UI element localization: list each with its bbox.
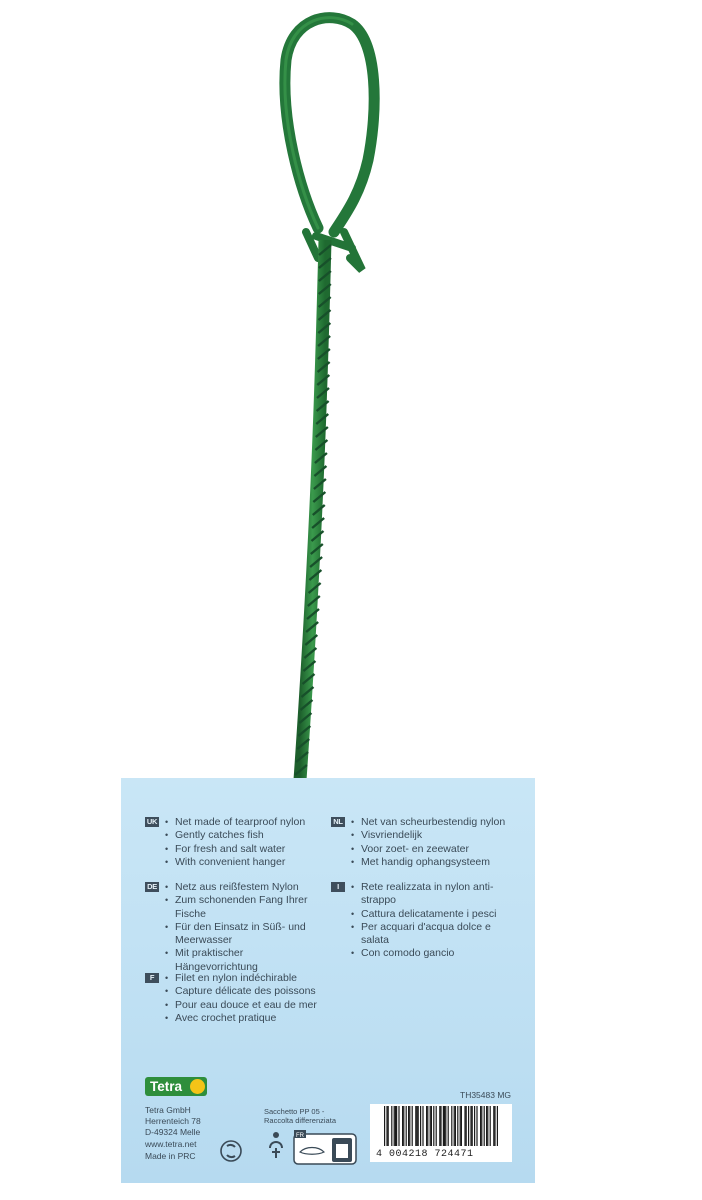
barcode-bar — [402, 1106, 403, 1146]
barcode-bar — [403, 1106, 404, 1146]
barcode-bar — [444, 1106, 445, 1146]
barcode-bar — [420, 1106, 421, 1146]
lang-block-de — [145, 881, 315, 974]
lang-tag-f: F — [145, 973, 159, 983]
logo-text: Tetra — [150, 1079, 183, 1094]
twisted-shaft — [295, 240, 331, 780]
barcode-number: 4 004218 724471 — [376, 1149, 474, 1160]
feature-text: • Net made of tearproof nylon — [165, 816, 325, 829]
fish-icon — [190, 1079, 205, 1094]
product-code: TH35483 MG — [460, 1090, 512, 1100]
barcode-bar — [472, 1106, 473, 1146]
lang-block-f — [145, 972, 330, 1025]
feature-text: • Cattura delicatamente i pesci — [351, 908, 516, 921]
barcode-bar — [454, 1106, 455, 1146]
lang-tag-de: DE — [145, 882, 159, 892]
feature-text: • Mit praktischer Hängevorrichtung — [165, 947, 315, 974]
barcode-bar — [476, 1106, 477, 1146]
barcode-bar — [394, 1106, 395, 1146]
feature-text: • Pour eau douce et eau de mer — [165, 999, 330, 1012]
barcode-bar — [433, 1106, 434, 1146]
barcode-bar — [440, 1106, 441, 1146]
barcode-bar — [466, 1106, 467, 1146]
feature-text: • Rete realizzata in nylon anti-strappo — [351, 881, 516, 908]
barcode-bar — [451, 1106, 452, 1146]
triman-recycling-icon — [266, 1128, 360, 1166]
barcode-bar — [487, 1106, 488, 1146]
company-city: D-49324 Melle — [145, 1127, 201, 1137]
lang-block-nl — [331, 816, 526, 869]
feature-text: • Zum schonenden Fang Ihrer Fische — [165, 894, 315, 921]
feature-text: • Avec crochet pratique — [165, 1012, 330, 1025]
barcode-bar — [460, 1106, 461, 1146]
barcode-bar — [484, 1106, 485, 1146]
barcode-bar — [493, 1106, 494, 1146]
feature-text: • Voor zoet- en zeewater — [351, 843, 526, 856]
recycling-line-1: Sacchetto PP 05 - — [264, 1107, 325, 1116]
website-text: www.tetra.net — [145, 1139, 197, 1149]
barcode-bar — [464, 1106, 465, 1146]
barcode-bar — [408, 1106, 409, 1146]
barcode-bar — [430, 1106, 431, 1146]
feature-text: • Filet en nylon indéchirable — [165, 972, 330, 985]
barcode-bar — [443, 1106, 444, 1146]
barcode-bar — [416, 1106, 417, 1146]
feature-text: • Net van scheurbestendig nylon — [351, 816, 526, 829]
feature-text: • With convenient hanger — [165, 856, 325, 869]
company-name: Tetra GmbH — [145, 1105, 191, 1115]
barcode-bar — [445, 1106, 446, 1146]
feature-text: • Con comodo gancio — [351, 947, 516, 960]
barcode-bar — [412, 1106, 413, 1146]
lang-block-i — [331, 881, 516, 961]
company-street: Herrenteich 78 — [145, 1116, 201, 1126]
barcode-bar — [494, 1106, 495, 1146]
origin-text: Made in PRC — [145, 1151, 196, 1161]
barcode-bar — [427, 1106, 428, 1146]
lang-tag-nl: NL — [331, 817, 345, 827]
feature-text: • Met handig ophangsysteem — [351, 856, 526, 869]
tetra-logo — [145, 1077, 207, 1096]
hanger-clip — [306, 232, 362, 270]
hanging-loop — [285, 18, 374, 232]
lang-block-uk — [145, 816, 325, 869]
barcode-bar — [497, 1106, 498, 1146]
barcode-bar — [436, 1106, 437, 1146]
barcode-bar — [422, 1106, 423, 1146]
feature-text: • Capture délicate des poissons — [165, 985, 330, 998]
barcode-bar — [431, 1106, 432, 1146]
barcode-bar — [439, 1106, 440, 1146]
recycling-line-2: Raccolta differenziata — [264, 1116, 336, 1125]
barcode-bar — [457, 1106, 458, 1146]
barcode-bar — [391, 1106, 392, 1146]
barcode-bar — [418, 1106, 419, 1146]
feature-text: • For fresh and salt water — [165, 843, 325, 856]
barcode-bar — [461, 1106, 462, 1146]
feature-text: • Gently catches fish — [165, 829, 325, 842]
barcode-bar — [468, 1106, 469, 1146]
country-code: FR — [296, 1133, 304, 1139]
barcode-bar — [395, 1106, 396, 1146]
barcode-bar — [470, 1106, 471, 1146]
barcode-bar — [448, 1106, 449, 1146]
company-address — [145, 1105, 201, 1138]
feature-text: • Per acquari d'acqua dolce e salata — [351, 921, 516, 948]
barcode-bar — [480, 1106, 481, 1146]
recycling-text — [264, 1107, 336, 1125]
green-dot-icon — [220, 1140, 242, 1162]
feature-text: • Visvriendelijk — [351, 829, 526, 842]
lang-tag-uk: UK — [146, 817, 158, 826]
barcode-bar — [455, 1106, 456, 1146]
barcode-bar — [398, 1106, 399, 1146]
feature-text: • Netz aus reißfestem Nylon — [165, 881, 315, 894]
feature-text: • Für den Einsatz in Süß- und Meerwasser — [165, 921, 315, 948]
barcode-bars — [370, 1106, 512, 1150]
barcode-bar — [474, 1106, 475, 1146]
barcode-bar — [386, 1106, 387, 1146]
barcode-bar — [486, 1106, 487, 1146]
barcode-bar — [490, 1106, 491, 1146]
barcode-bar — [415, 1106, 416, 1146]
barcode-bar — [409, 1106, 410, 1146]
barcode-bar — [406, 1106, 407, 1146]
barcode-bar — [426, 1106, 427, 1146]
barcode — [370, 1104, 512, 1162]
barcode-bar — [481, 1106, 482, 1146]
barcode-bar — [384, 1106, 385, 1146]
barcode-bar — [396, 1106, 397, 1146]
barcode-bar — [388, 1106, 389, 1146]
lang-tag-i: I — [331, 882, 345, 892]
